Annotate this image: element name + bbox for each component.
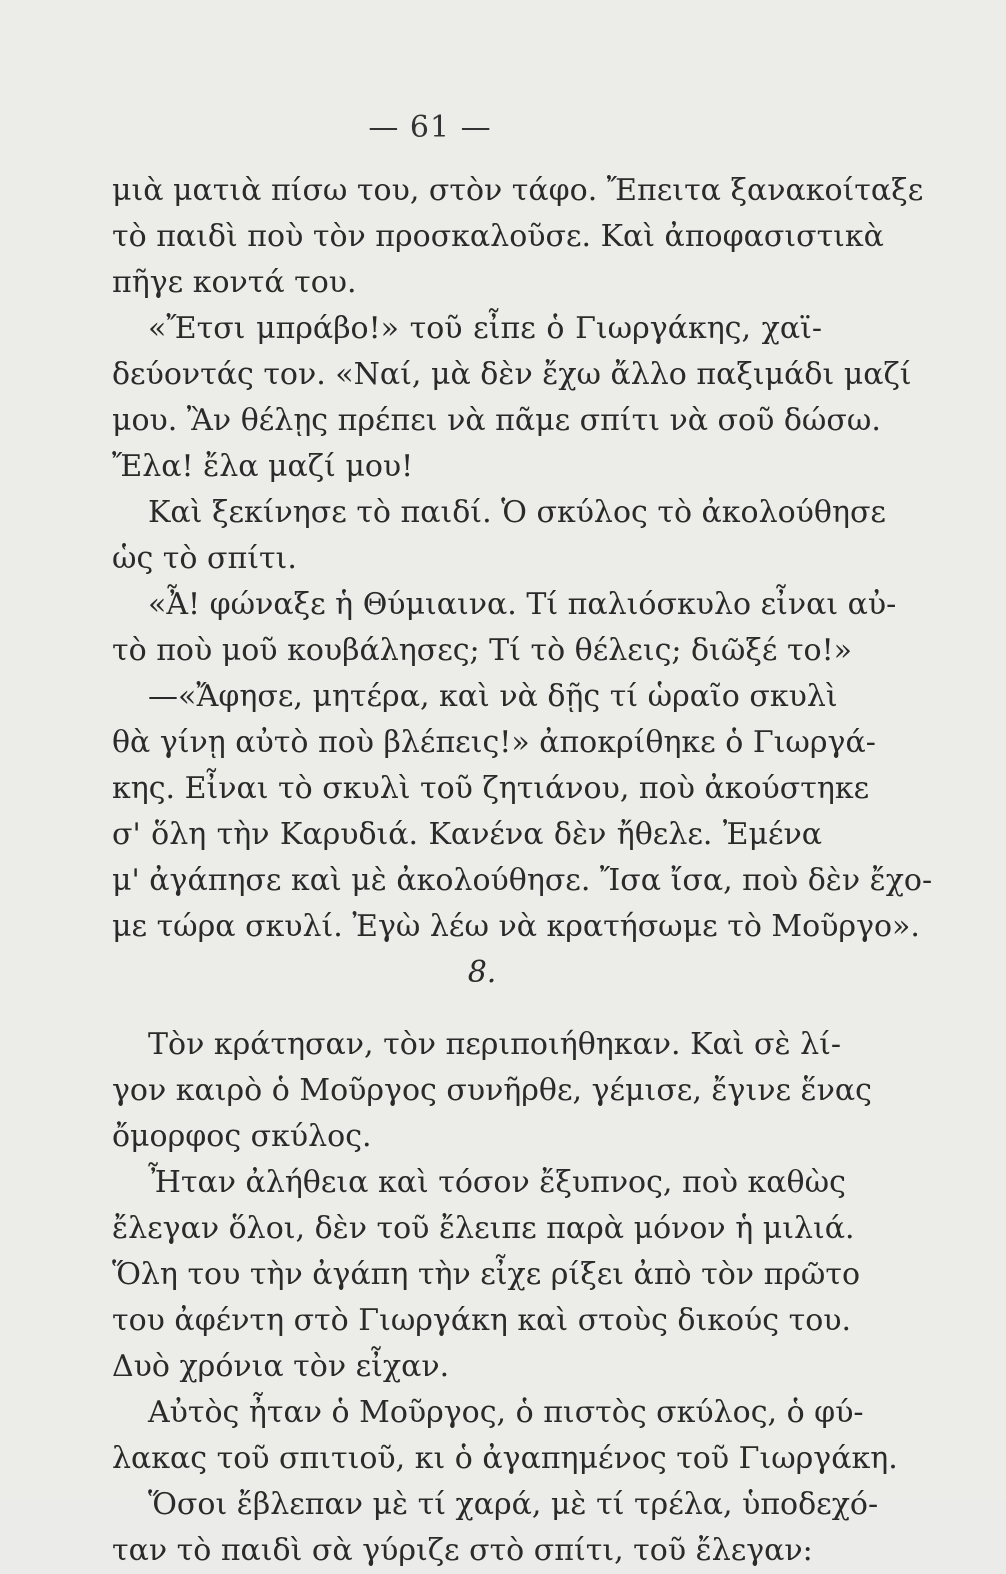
- text-line: «Ἔτσι μπράβο!» τοῦ εἶπε ὁ Γιωργάκης, χαϊ-: [148, 311, 822, 346]
- text-line: τὸ παιδὶ ποὺ τὸν προσκαλοῦσε. Καὶ ἀποφασιστικὰ: [112, 219, 884, 254]
- text-line: —«Ἄφησε, μητέρα, καὶ νὰ δῇς τί ὡραῖο σκυλὶ: [148, 679, 838, 714]
- text-line: «Ἆ! φώναξε ἡ Θύμιαινα. Τί παλιόσκυλο εἶναι αὐ-: [148, 587, 897, 622]
- text-line: μ' ἀγάπησε καὶ μὲ ἀκολούθησε. Ἴσα ἴσα, ποὺ δὲν ἔχο-: [112, 863, 933, 898]
- text-line: τὸ ποὺ μοῦ κουβάλησες; Τί τὸ θέλεις; διῶξέ το!»: [112, 633, 853, 668]
- text-line: θὰ γίνῃ αὐτὸ ποὺ βλέπεις!» ἀποκρίθηκε ὁ Γιωργά-: [112, 725, 876, 760]
- text-line: Ἦταν ἀλήθεια καὶ τόσον ἔξυπνος, ποὺ καθὼς: [148, 1165, 846, 1200]
- text-line: σ' ὅλη τὴν Καρυδιά. Κανένα δὲν ἤθελε. Ἐμένα: [112, 817, 822, 852]
- page-number: — 61 —: [368, 110, 492, 145]
- section-gap: [112, 996, 822, 1022]
- text-line: κης. Εἶναι τὸ σκυλὶ τοῦ ζητιάνου, ποὺ ἀκούστηκε: [112, 771, 870, 806]
- text-line: Ὅλη του τὴν ἀγάπη τὴν εἶχε ρίξει ἀπὸ τὸν πρῶτο: [112, 1257, 861, 1292]
- text-line: Τὸν κράτησαν, τὸν περιποιήθηκαν. Καὶ σὲ λί-: [148, 1027, 842, 1062]
- text-line: Αὐτὸς ἦταν ὁ Μοῦργος, ὁ πιστὸς σκύλος, ὁ φύ-: [148, 1395, 864, 1430]
- section-number: 8.: [467, 955, 497, 990]
- text-line: μου. Ἂν θέλῃς πρέπει νὰ πᾶμε σπίτι νὰ σοῦ δώσω.: [112, 403, 881, 438]
- text-line: Δυὸ χρόνια τὸν εἶχαν.: [112, 1349, 450, 1384]
- text-line: Ὅσοι ἔβλεπαν μὲ τί χαρά, μὲ τί τρέλα, ὑποδεχό-: [148, 1487, 879, 1522]
- text-line: γον καιρὸ ὁ Μοῦργος συνῆρθε, γέμισε, ἔγινε ἕνας: [112, 1073, 872, 1108]
- text-line: ὡς τὸ σπίτι.: [112, 541, 297, 576]
- text-line: ἔλεγαν ὅλοι, δὲν τοῦ ἔλειπε παρὰ μόνον ἡ μιλιά.: [112, 1211, 855, 1246]
- text-line: ὄμορφος σκύλος.: [112, 1119, 372, 1154]
- text-line: λακας τοῦ σπιτιοῦ, κι ὁ ἀγαπημένος τοῦ Γιωργάκη.: [112, 1441, 898, 1476]
- text-line: του ἀφέντη στὸ Γιωργάκη καὶ στοὺς δικούς του.: [112, 1303, 852, 1338]
- text-line: με τώρα σκυλί. Ἐγὼ λέω νὰ κρατήσωμε τὸ Μοῦργο».: [112, 909, 920, 944]
- text-line: ταν τὸ παιδὶ σὰ γύριζε στὸ σπίτι, τοῦ ἔλεγαν:: [112, 1533, 813, 1568]
- body-text: [112, 168, 933, 1574]
- text-line: μιὰ ματιὰ πίσω του, στὸν τάφο. Ἔπειτα ξανακοίταξε: [112, 173, 924, 208]
- text-line: πῆγε κοντά του.: [112, 265, 357, 300]
- text-line: δεύοντάς τον. «Ναί, μὰ δὲν ἔχω ἄλλο παξιμάδι μαζί: [112, 357, 912, 392]
- text-line: Καὶ ξεκίνησε τὸ παιδί. Ὁ σκύλος τὸ ἀκολούθησε: [148, 495, 886, 530]
- text-line: Ἔλα! ἔλα μαζί μου!: [112, 449, 414, 484]
